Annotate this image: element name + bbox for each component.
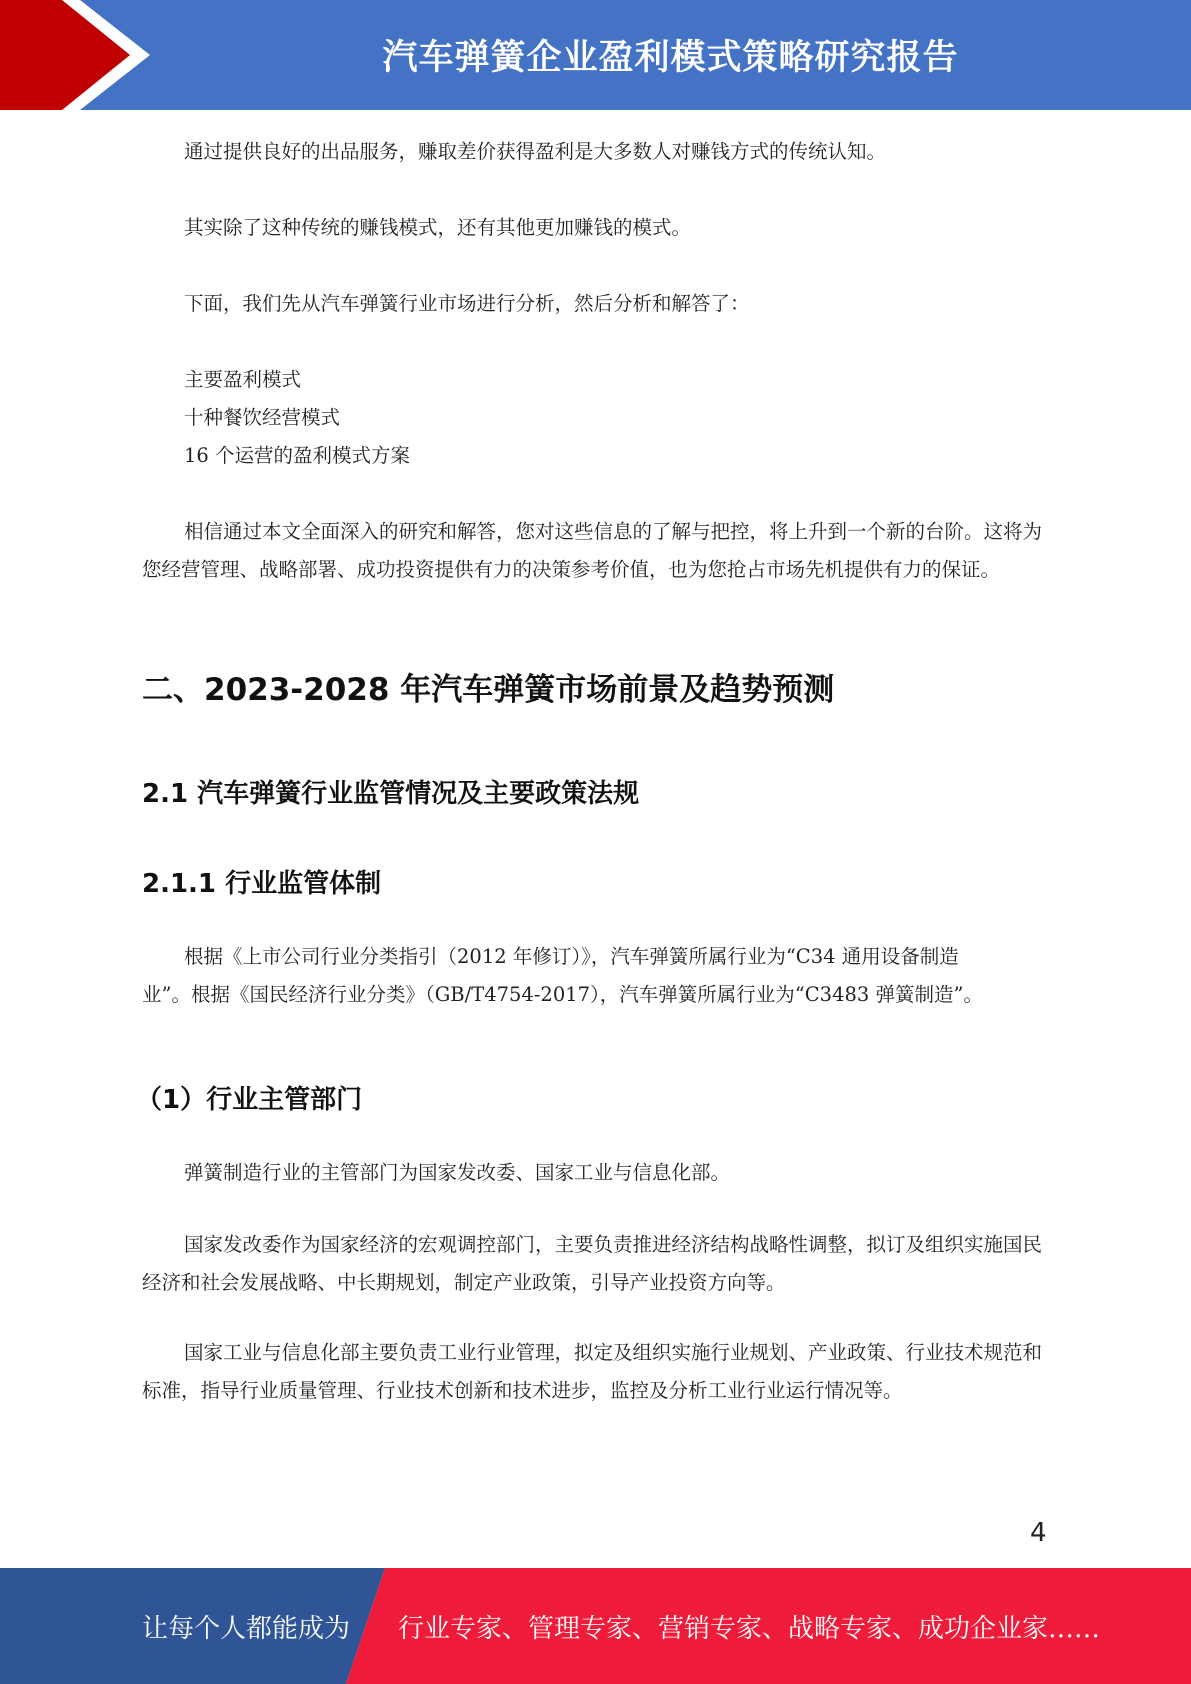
page-number: 4 (1030, 1518, 1047, 1548)
authority-paragraph-2: 国家发改委作为国家经济的宏观调控部门，主要负责推进经济结构战略性调整，拟订及组织实施国民经济和社会发展战略、中长期规划，制定产业政策，引导产业投资方向等。 (142, 1233, 1043, 1294)
section-heading: 二、2023-2028 年汽车弹簧市场前景及趋势预测 (142, 672, 835, 708)
intro-paragraph-4: 相信通过本文全面深入的研究和解答，您对这些信息的了解与把控，将上升到一个新的台阶。这将为您经营管理、战略部署、成功投资提供有力的决策参考价值，也为您抢占市场先机提供有力的保证。 (142, 520, 1043, 581)
list-item: 十种餐饮经营模式 (184, 406, 341, 429)
page-header (0, 0, 1191, 110)
subsubsection-heading: 2.1.1 行业监管体制 (142, 869, 382, 899)
list-item: 主要盈利模式 (184, 368, 302, 391)
authority-paragraph-1: 弹簧制造行业的主管部门为国家发改委、国家工业与信息化部。 (184, 1161, 731, 1184)
page-footer (0, 1568, 1191, 1684)
list-item: 16 个运营的盈利模式方案 (184, 444, 411, 467)
footer-slogan-left: 让每个人都能成为 (142, 1613, 351, 1644)
subsection-heading-authority: （1）行业主管部门 (136, 1085, 363, 1115)
subsection-heading: 2.1 汽车弹簧行业监管情况及主要政策法规 (142, 779, 640, 809)
header-title: 汽车弹簧企业盈利模式策略研究报告 (382, 38, 959, 78)
intro-paragraph-1: 通过提供良好的出品服务，赚取差价获得盈利是大多数人对赚钱方式的传统认知。 (184, 140, 887, 163)
intro-paragraph-3: 下面，我们先从汽车弹簧行业市场进行分析，然后分析和解答了： (184, 292, 750, 315)
authority-paragraph-3: 国家工业与信息化部主要负责工业行业管理，拟定及组织实施行业规划、产业政策、行业技术规范和标准，指导行业质量管理、行业技术创新和技术进步，监控及分析工业行业运行情况等。 (142, 1341, 1043, 1402)
footer-slogan-right: 行业专家、管理专家、营销专家、战略专家、成功企业家…… (398, 1613, 1101, 1644)
regulation-paragraph: 根据《上市公司行业分类指引（2012 年修订）》，汽车弹簧所属行业为“C34 通用设备制造业”。根据《国民经济行业分类》（GB/T4754-2017），汽车弹簧所属行业为“C3483 弹簧制造”。 (142, 945, 983, 1006)
intro-paragraph-2: 其实除了这种传统的赚钱模式，还有其他更加赚钱的模式。 (184, 216, 692, 239)
